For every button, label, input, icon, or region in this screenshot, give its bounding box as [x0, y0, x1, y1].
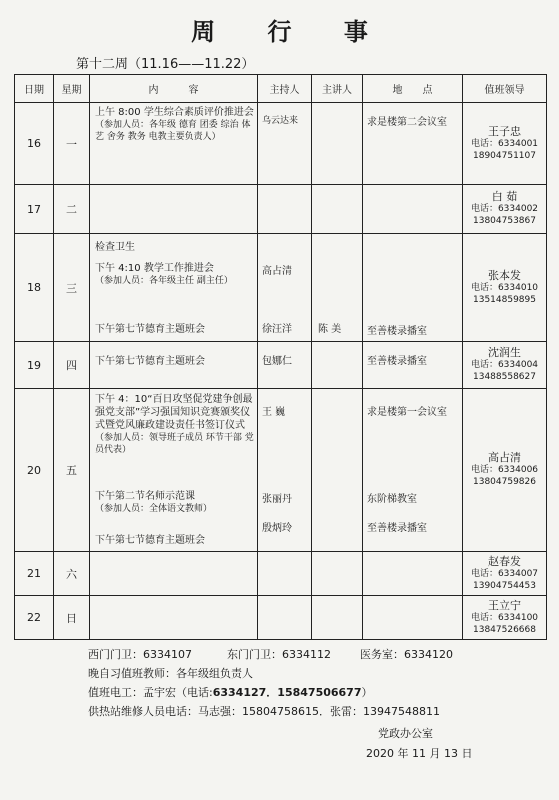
row-speaker [312, 552, 363, 596]
duty-mobile: 13488558627 [473, 372, 536, 382]
place-name: 求是楼第二会议室 [367, 117, 447, 128]
row-host [258, 596, 312, 640]
duty-name: 高占清 [488, 451, 521, 464]
content-sub: （参加人员：各年级主任 副主任） [95, 276, 233, 286]
row-date: 22 [15, 596, 54, 640]
content-main: 下午 4:10 教学工作推进会 [95, 263, 214, 274]
header-date: 日期 [15, 75, 54, 103]
duty-phone: 电话：6334010 [470, 282, 539, 293]
duty-name: 王子忠 [488, 124, 521, 138]
host-name: 包娜仁 [262, 356, 292, 367]
place-name: 至善楼录播室 [367, 523, 427, 534]
east-gate-phone: 东门门卫：6334112 [227, 648, 331, 661]
issuing-office: 党政办公室 [378, 727, 433, 740]
host-name: 王 巍 [262, 407, 286, 418]
row-place [363, 103, 463, 185]
host-name: 徐汪洋 [262, 324, 292, 335]
duty-mobile: 13904754453 [473, 580, 536, 591]
row-content [90, 342, 258, 389]
row-content [90, 185, 258, 234]
document-title: 周 行 事 [191, 17, 390, 46]
row-host [258, 342, 312, 389]
duty-name: 张本发 [488, 268, 521, 282]
duty-phone: 电话：6334001 [470, 138, 539, 149]
place-name: 求是楼第一会议室 [367, 407, 447, 418]
duty-phone: 电话：6334002 [470, 204, 539, 214]
duty-name: 王立宁 [488, 598, 521, 612]
table-row [15, 234, 547, 342]
duty-name: 赵春发 [488, 554, 521, 568]
speaker-name: 陈 美 [318, 324, 342, 335]
week-label: 第十二周（11.16——11.22） [76, 57, 255, 72]
row-date: 19 [15, 342, 54, 389]
row-duty [463, 103, 547, 185]
row-host [258, 234, 312, 342]
row-content [90, 103, 258, 185]
duty-phone: 电话：6334004 [470, 360, 539, 370]
duty-name: 白 茹 [491, 190, 518, 203]
schedule-table [14, 74, 547, 640]
row-date: 18 [15, 234, 54, 342]
row-duty [463, 552, 547, 596]
table-row [15, 103, 547, 185]
issue-date: 2020 年 11 月 13 日 [366, 747, 473, 760]
row-weekday: 四 [54, 342, 90, 389]
place-name: 至善楼录播室 [367, 356, 427, 367]
host-name: 殷炳玲 [262, 523, 292, 534]
host-name: 高占清 [262, 266, 292, 277]
row-weekday: 六 [54, 552, 90, 596]
row-date: 20 [15, 389, 54, 552]
row-place [363, 185, 463, 234]
content-main: 下午 4：10“百日攻坚促党建争创最强党支部”学习强国知识竞赛颁奖仪式暨党风廉政建设责任书签订仪式 [95, 394, 253, 431]
table-row [15, 342, 547, 389]
content-main: 下午第七节德育主题班会 [95, 356, 205, 367]
table-row [15, 552, 547, 596]
row-speaker [312, 234, 363, 342]
electrician-suffix: ） [361, 686, 373, 699]
header-weekday: 星期 [54, 75, 90, 103]
row-place [363, 596, 463, 640]
row-place [363, 342, 463, 389]
row-host [258, 185, 312, 234]
row-duty [463, 234, 547, 342]
row-speaker [312, 103, 363, 185]
place-name: 至善楼录播室 [367, 326, 427, 337]
row-speaker [312, 342, 363, 389]
west-gate-phone: 西门门卫：6334107 [88, 648, 192, 661]
header-speaker: 主讲人 [312, 75, 363, 103]
electrician-line [88, 684, 373, 700]
row-date: 21 [15, 552, 54, 596]
content-main: 上午 8:00 学生综合素质评价推进会 [95, 107, 254, 118]
clinic-phone: 医务室：6334120 [360, 648, 453, 661]
duty-mobile: 18904751107 [473, 150, 536, 161]
row-date: 17 [15, 185, 54, 234]
table-row [15, 596, 547, 640]
duty-phone: 电话：6334007 [470, 568, 539, 579]
row-date: 16 [15, 103, 54, 185]
row-speaker [312, 596, 363, 640]
footer-phones-line [88, 646, 453, 662]
content-sub: （参加人员：领导班子成员 环节干部 党员代表） [95, 433, 254, 455]
row-content [90, 389, 258, 552]
table-row [15, 185, 547, 234]
row-place [363, 389, 463, 552]
table-row [15, 389, 547, 552]
header-place: 地 点 [363, 75, 463, 103]
row-host [258, 389, 312, 552]
header-duty-leader: 值班领导 [463, 75, 547, 103]
row-duty [463, 596, 547, 640]
duty-mobile: 13804759826 [473, 477, 536, 487]
row-content [90, 596, 258, 640]
content-main: 下午第七节德育主题班会 [95, 535, 205, 546]
row-content [90, 234, 258, 342]
row-host [258, 103, 312, 185]
duty-mobile: 13847526668 [473, 624, 536, 635]
electrician-phones: 6334127．15847506677 [212, 686, 362, 699]
row-weekday: 五 [54, 389, 90, 552]
row-speaker [312, 185, 363, 234]
content-sub: （参加人员：各年级 德育 团委 综治 体艺 舍务 教务 电教主要负责人） [95, 120, 251, 142]
row-weekday: 二 [54, 185, 90, 234]
content-main: 下午第二节名师示范课 [95, 491, 195, 502]
content-main: 检查卫生 [95, 242, 135, 253]
row-place [363, 552, 463, 596]
header-host: 主持人 [258, 75, 312, 103]
row-weekday: 一 [54, 103, 90, 185]
content-sub: （参加人员：全体语文教师） [95, 504, 213, 514]
row-duty [463, 389, 547, 552]
host-name: 张丽丹 [262, 494, 292, 505]
duty-phone: 电话：6334006 [470, 465, 539, 475]
content-main: 下午第七节德育主题班会 [95, 324, 205, 335]
row-weekday: 日 [54, 596, 90, 640]
row-host [258, 552, 312, 596]
duty-phone: 电话：6334100 [470, 612, 539, 623]
heating-repair-line: 供热站维修人员电话：马志强：15804758615．张雷：13947548811 [88, 705, 440, 718]
electrician-prefix: 值班电工：孟宇宏（电话: [88, 686, 213, 699]
header-content: 内 容 [90, 75, 258, 103]
row-content [90, 552, 258, 596]
evening-teacher: 晚自习值班教师：各年级组负责人 [88, 667, 253, 680]
duty-name: 沈润生 [488, 346, 521, 359]
duty-mobile: 13514859895 [473, 294, 536, 305]
table-header-row [15, 75, 547, 103]
row-place [363, 234, 463, 342]
place-name: 东阶梯教室 [367, 494, 417, 505]
host-name: 乌云达来 [262, 116, 299, 126]
row-speaker [312, 389, 363, 552]
row-duty [463, 342, 547, 389]
duty-mobile: 13804753867 [473, 216, 536, 226]
row-weekday: 三 [54, 234, 90, 342]
row-duty [463, 185, 547, 234]
